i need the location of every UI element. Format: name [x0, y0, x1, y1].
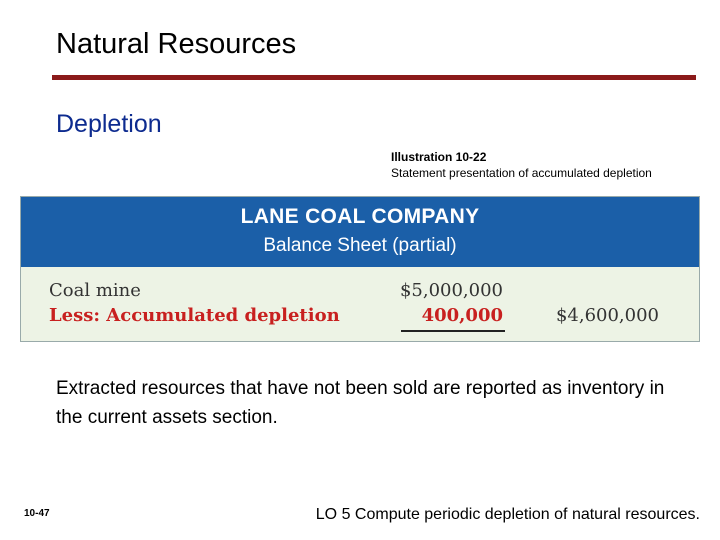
slide-number: 10-47	[24, 508, 50, 519]
row-total-net: $4,600,000	[555, 305, 659, 326]
illustration-caption: Statement presentation of accumulated depletion	[391, 166, 652, 180]
row-amount-coal-mine: $5,000,000	[399, 280, 503, 301]
row-amount-accumulated-depletion: 400,000	[421, 305, 503, 326]
balance-sheet-table	[20, 196, 700, 342]
statement-name: Balance Sheet (partial)	[263, 235, 457, 256]
slide-subtitle: Depletion	[56, 110, 162, 138]
illustration-number: Illustration 10-22	[391, 150, 487, 164]
row-label-coal-mine: Coal mine	[49, 280, 141, 301]
balance-sheet-header	[21, 197, 699, 267]
learning-objective: LO 5 Compute periodic depletion of natural resources.	[315, 506, 700, 523]
body-paragraph: Extracted resources that have not been sold are reported as inventory in the current assets section.	[56, 378, 665, 428]
slide-title: Natural Resources	[56, 28, 297, 60]
row-label-accumulated-depletion: Less: Accumulated depletion	[49, 305, 340, 326]
title-divider	[52, 75, 696, 80]
amount-underline	[401, 330, 505, 332]
company-name: LANE COAL COMPANY	[240, 205, 480, 228]
